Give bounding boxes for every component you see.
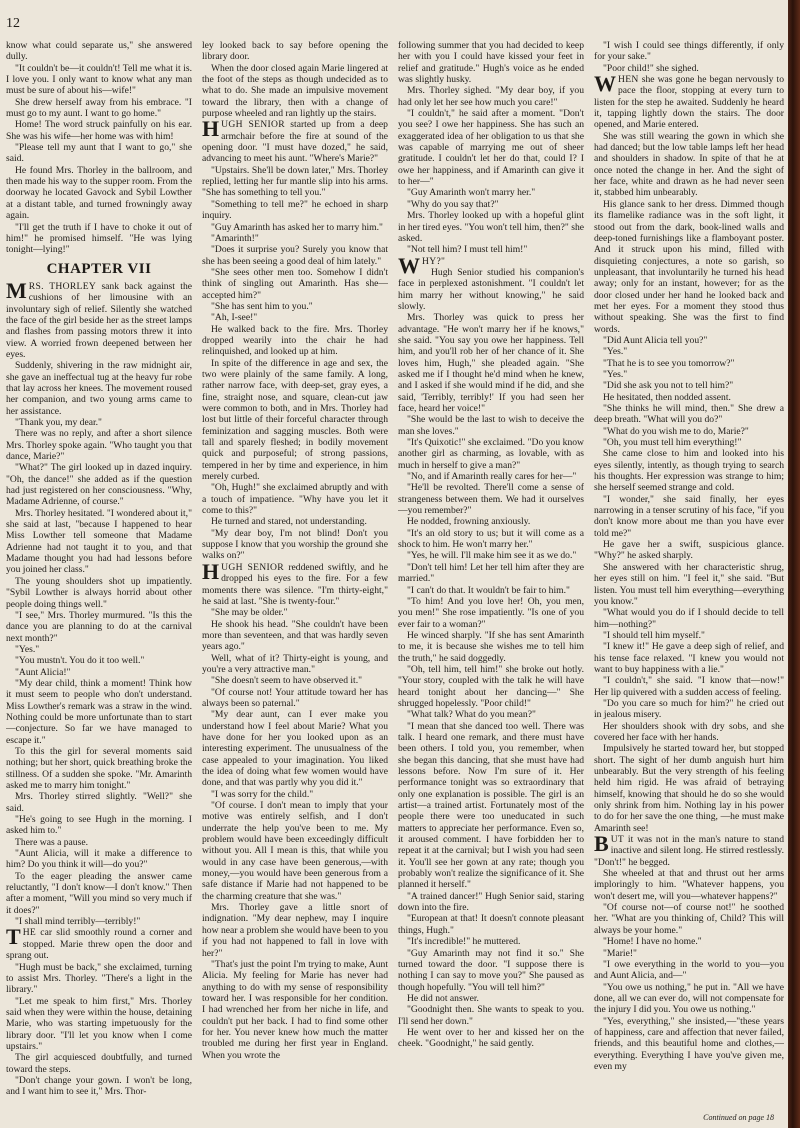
- paragraph-text: Home! The word struck painfully on his ear. She was his wife—her home was with him!: [6, 119, 192, 142]
- paragraph: [202, 301, 388, 312]
- continued-note: Continued on page 18: [703, 1113, 774, 1122]
- paragraph-text: Her shoulders shook with dry sobs, and she covered her face with her hands.: [594, 720, 784, 743]
- paragraph: [398, 244, 584, 255]
- paragraph: [202, 687, 388, 710]
- paragraph: [202, 558, 388, 607]
- paragraph: [202, 902, 388, 959]
- paragraph-text: "Not tell him? I must tell him!": [407, 244, 528, 256]
- paragraph-text: "Why do you say that?": [407, 198, 499, 210]
- paragraph: [594, 199, 784, 335]
- paragraph-text: "Upstairs. She'll be down later," Mrs. Thorley replied, letting her fur mantle slip into his arms. "She has something to tell you.": [202, 164, 388, 199]
- paragraph-text: "She doesn't seem to have observed it.": [211, 675, 363, 687]
- paragraph: [594, 982, 784, 1016]
- paragraph: [6, 746, 192, 791]
- text-column-1: [6, 40, 192, 1126]
- paragraph-text: "Poor child!" she sighed.: [603, 62, 699, 74]
- paragraph-text: "Oh, you must tell him everything!": [603, 437, 742, 449]
- paragraph-text: There was no reply, and after a short silence Mrs. Thorley spoke again. "Who taught you that dance, Marie?": [6, 428, 192, 463]
- paragraph-text: "Guy Amarinth may not find it so." She turned toward the door. "I suppose there is nothing I can say to move you?" She paused as though hopefully. "You will tell him?": [398, 947, 584, 993]
- paragraph: [594, 641, 784, 675]
- paragraph: [202, 789, 388, 800]
- paragraph: [594, 131, 784, 199]
- paragraph-text: "I can't do that. It wouldn't be fair to him.": [407, 584, 570, 596]
- paragraph-text: know what could separate us," she answered dully.: [6, 40, 192, 63]
- drop-cap: B: [594, 831, 609, 857]
- paragraph-text: "Goodnight then. She wants to speak to you. I'll send her down.": [398, 1004, 584, 1027]
- paragraph-text: "I'll get the truth if I have to choke it out of him!" he promised himself. "He was lying tonight—lying!": [6, 221, 192, 256]
- paragraph: [398, 913, 584, 936]
- paragraph-text: He nodded, frowning anxiously.: [407, 516, 531, 528]
- paragraph-text: Mrs. Thorley sighed. "My dear boy, if you had only let her see how much you care!": [398, 85, 584, 108]
- paragraph-text: Mrs. Thorley was quick to press her advantage. "He won't marry her if he knows," she said. "You say you owe her happiness. Tell him, and you'll rob her of her chance of it. She loves him, Hugh," she pleaded again. "She asked me if I thought he'd mind when he knew, and I asked if she would mind if he did, and she said, 'Terribly, terribly!' If you had seen her face, heard her voice!": [398, 312, 584, 414]
- paragraph: [398, 562, 584, 585]
- paragraph: [6, 165, 192, 222]
- paragraph: [6, 814, 192, 837]
- paragraph: [6, 222, 192, 256]
- paragraph-text: "You owe us nothing," he put in. "All we have done, all we can ever do, will not compensate for the injury I did you. You owe us nothing.": [594, 981, 784, 1016]
- paragraph-text: "Yes.": [603, 346, 628, 358]
- paragraph: [594, 607, 784, 630]
- paragraph: [398, 210, 584, 244]
- paragraph-text: She came close to him and looked into his eyes silently, intently, as though trying to search his thoughts. Her expression was strange to him; she herself seemed strange and cold.: [594, 448, 784, 494]
- paragraph: [202, 40, 388, 63]
- paragraph-text: "I couldn't," she said. "I know that—now!" Her lip quivered with a sudden access of feeling.: [594, 675, 784, 698]
- paragraph: [398, 199, 584, 210]
- paragraph: [202, 607, 388, 618]
- paragraph: [594, 437, 784, 448]
- paragraph-text: "I wonder," she said finally, her eyes narrowing in a tenser scrutiny of his face, "if you don't know more about me than you have ever told me?": [594, 493, 784, 539]
- paragraph-text: Mrs. Thorley looked up with a hopeful glint in her tired eyes. "You won't tell him, then?" she asked.: [398, 210, 584, 244]
- paragraph: [202, 165, 388, 199]
- paragraph-text: "I should tell him myself.": [603, 629, 705, 641]
- page-number: 12: [6, 16, 20, 31]
- paragraph: [594, 936, 784, 947]
- paragraph-text: "Aunt Alicia!": [15, 666, 71, 678]
- paragraph: [398, 721, 584, 891]
- paragraph-text: following summer that you had decided to keep her with you I could have kissed your feet in relief and gratitude." Hugh's voice as he ended was slightly husky.: [398, 40, 584, 86]
- drop-cap: T: [6, 924, 21, 950]
- paragraph-text: "Hugh must be back," she exclaimed, turning to assist Mrs. Thorley. "There's a light in the library.": [6, 961, 192, 996]
- paragraph-text: "He's going to see Hugh in the morning. I asked him to.": [6, 814, 192, 837]
- paragraph-text: "Yes.": [15, 643, 40, 655]
- paragraph-text: He hesitated, then nodded assent.: [603, 391, 731, 403]
- paragraph: [6, 1075, 192, 1098]
- paragraph-text: "Does it surprise you? Surely you know that she has been seeing a good deal of him lately.": [202, 244, 388, 267]
- paragraph: [594, 335, 784, 346]
- paragraph-text: Well, what of it? Thirty-eight is young, and you're a very attractive man.": [202, 652, 388, 675]
- paragraph: [202, 358, 388, 483]
- paragraph: [6, 462, 192, 507]
- paragraph-text: "What?" The girl looked up in dazed inquiry. "Oh, the dance!" she added as if the question had just registered on her consciousness. "Why, Madame Adrienne, of course.": [6, 462, 192, 508]
- paragraph-text: He shook his head. "She couldn't have been more than seventeen, and that was hardly seven years ago.": [202, 618, 388, 653]
- paragraph-text: Hugh Senior studied his companion's face in perplexed astonishment. "I couldn't let him marry her without knowing," he said slowly.: [398, 266, 584, 312]
- paragraph: [398, 528, 584, 551]
- paragraph: [594, 630, 784, 641]
- paragraph: [202, 116, 388, 165]
- page-edge-binding: [788, 0, 800, 1128]
- paragraph-text: "It's incredible!" he muttered.: [407, 936, 521, 948]
- paragraph-text: "It's Quixotic!" she exclaimed. "Do you know another girl as charming, as lovable, with as much in herself to give a man?": [398, 437, 584, 471]
- paragraph: [202, 244, 388, 267]
- paragraph-text: "I knew it!" He gave a deep sigh of relief, and his tense face relaxed. "I knew you would not want to buy happiness with a lie.": [594, 641, 784, 675]
- paragraph-text: she was gone he began nervously to pace the floor, stopping at every turn to listen for the step he awaited. Suddenly he heard it, tapping lightly down the stairs. The door opened, and Marie entered.: [594, 74, 784, 131]
- paragraph-text: "Please tell my aunt that I want to go," she said.: [6, 142, 192, 165]
- paragraph: [594, 392, 784, 403]
- paragraph-text: it was not in the man's nature to stand inactive and silent long. He stirred restlessly. "Don't!" he begged.: [594, 834, 784, 868]
- paragraph: [202, 619, 388, 653]
- paragraph: [594, 358, 784, 369]
- paragraph-text: ley looked back to say before opening the library door.: [202, 40, 388, 63]
- paragraph: [594, 831, 784, 868]
- small-caps-lead: UT: [610, 834, 625, 846]
- paragraph: [202, 709, 388, 788]
- paragraph-text: "Thank you, my dear.": [15, 417, 102, 428]
- paragraph: [6, 119, 192, 142]
- paragraph: [6, 837, 192, 848]
- paragraph: [202, 267, 388, 301]
- paragraph-text: "She would be the last to wish to deceive the man she loves.": [398, 414, 584, 437]
- paragraph: [6, 916, 192, 927]
- paragraph-text: sank back against the cushions of her limousine with an involuntary sigh of relief. Silently she watched the face of the girl beside her as the street lamps and flashes from passing motors threw it into view. A worried frown deepened between her eyes.: [6, 280, 192, 360]
- paragraph: [398, 664, 584, 709]
- paragraph: [398, 891, 584, 914]
- paragraph: [398, 948, 584, 993]
- paragraph-text: "I mean that she danced too well. There was talk. I heard one remark, and there must have been others. I told you, you remember, when she began this dancing, that she must have had lessons before. Now I'm sure of it. Her performance tonight was so extraordinary that only one explanation is possible. The girl is an artist—a trained artist. Fortunately most of the people there were too uneducated in such matters to appreciate her performance. Even so, it aroused comment. I have forbidden her to repeat it at the carnival; but I wish you had seen it. You'll see her gown at any rate; though you probably won't realize the significance of it. She planned it herself.": [398, 720, 584, 891]
- paragraph: [398, 437, 584, 471]
- paragraph-text: Mrs. Thorley hesitated. "I wondered about it," she said at last, "because I happened to hear Miss Lowther tell someone that Madame Adrienne had not taught it to you, and that Madame thought you had had lessons before you joined her class.": [6, 507, 192, 576]
- drop-cap: W: [398, 252, 420, 278]
- paragraph-text: "To him! And you love her! Oh, you men, you men!" She rose impatiently. "Is one of you ever fair to a woman?": [398, 595, 584, 630]
- paragraph-text: To this the girl for several moments said nothing; but her short, quick breathing broke the stillness. Of a sudden she spoke. "Mr. Amarinth asked me to marry him tonight.": [6, 745, 192, 791]
- paragraph-text: He went over to her and kissed her on the cheek. "Goodnight," he said gently.: [398, 1026, 584, 1050]
- paragraph-text: When the door closed again Marie lingered at the foot of the steps as though undecided as to what to do. She made an impulsive movement toward the library, then with a change of purpose wheeled and ran lightly up the stairs.: [202, 62, 388, 120]
- paragraph: [594, 448, 784, 493]
- paragraph: [594, 40, 784, 63]
- paragraph-text: She wheeled at that and thrust out her arms imploringly to him. "Whatever happens, you won't desert me, will you—whatever happens?": [594, 868, 784, 902]
- small-caps-lead: HY?": [422, 255, 446, 267]
- paragraph-text: To the eager pleading the answer came reluctantly, "I don't know—I don't know." Then after a moment, "Will you mind so very much if it does?": [6, 870, 192, 916]
- paragraph-text: "I was sorry for the child.": [211, 788, 314, 800]
- paragraph-text: "Yes, everything," she insisted,—"these years of happiness, care and affection that never failed, friends, and this beautiful home and clothes,—everything. Everything I have you've given me, even my: [594, 1015, 784, 1072]
- paragraph: [594, 403, 784, 426]
- paragraph: [6, 97, 192, 120]
- paragraph-text: The girl acquiesced doubtfully, and turned toward the steps.: [6, 1052, 192, 1075]
- paragraph: [398, 471, 584, 482]
- paragraph-text: Mrs. Thorley gave a little snort of indignation. "My dear nephew, may I inquire how near a problem she would have been to you if you had not happened to fall in love with her?": [202, 902, 388, 959]
- paragraph: [398, 1004, 584, 1027]
- paragraph: [202, 324, 388, 358]
- paragraph-text: "It's an old story to us; but it will come as a shock to him. He won't marry her.": [398, 527, 584, 551]
- paragraph-text: "Let me speak to him first," Mrs. Thorley said when they were within the house, detaining Marie, who was starting impetuously for the library door. "I'll let you know when I come upstairs.": [6, 995, 192, 1052]
- paragraph: [398, 252, 584, 278]
- paragraph: [398, 40, 584, 85]
- paragraph: [594, 71, 784, 131]
- paragraph-text: "Something to tell me?" he echoed in sharp inquiry.: [202, 198, 388, 222]
- paragraph: [202, 800, 388, 902]
- paragraph-text: "I see," Mrs. Thorley murmured. "Is this the dance you are planning to do at the carnival next month?": [6, 609, 192, 644]
- paragraph: [398, 108, 584, 187]
- paragraph-text: He found Mrs. Thorley in the ballroom, and then made his way to the supper room. From the doorway he located Gavock and Sybil Lowther at a distant table, and turned frowningly away again.: [6, 164, 192, 222]
- paragraph: [6, 1052, 192, 1075]
- paragraph-text: "Of course not! Your attitude toward her has always been so paternal.": [202, 686, 388, 709]
- paragraph-text: "Ah, I-see!": [211, 312, 258, 324]
- paragraph: [398, 550, 584, 561]
- paragraph: [594, 1016, 784, 1073]
- paragraph: [594, 63, 784, 74]
- paragraph: [594, 380, 784, 391]
- small-caps-lead: UGH SENIOR: [221, 561, 284, 573]
- paragraph: [398, 187, 584, 198]
- paragraph: [6, 924, 192, 962]
- paragraph-text: She was still wearing the gown in which she had danced; but the low table lamps left her head and shoulders in shadow. In spite of that he at once noted the change in her. And the sight of her face, white and drawn as he had never seen it, stabbed him unbearably.: [594, 130, 784, 199]
- paragraph: [398, 414, 584, 437]
- paragraph: [398, 1027, 584, 1050]
- paragraph-text: "She may be older.": [211, 607, 288, 619]
- paragraph-text: The young shoulders shot up impatiently. "Sybil Lowther is always horrid about other people doing things well.": [6, 575, 192, 610]
- text-column-3: [398, 40, 584, 1126]
- text-column-4: [594, 40, 784, 1126]
- paragraph: [398, 85, 584, 108]
- paragraph: [594, 743, 784, 834]
- paragraph: [202, 482, 388, 516]
- paragraph-text: "What talk? What do you mean?": [407, 709, 536, 721]
- paragraph-text: "Guy Amarinth won't marry her.": [407, 187, 536, 199]
- paragraph-text: He gave her a swift, suspicious glance. "Why?" he asked sharply.: [594, 539, 784, 562]
- paragraph-text: "Yes, he will. I'll make him see it as we do.": [407, 550, 577, 562]
- paragraph: [6, 962, 192, 996]
- paragraph-text: He walked back to the fire. Mrs. Thorley dropped wearily into the chair he had relinquished, and looked up at him.: [202, 323, 388, 358]
- paragraph: [398, 596, 584, 630]
- small-caps-lead: HEN: [618, 74, 639, 86]
- paragraph-text: "My dear boy, I'm not blind! Don't you suppose I know that you worship the ground she walks on?": [202, 527, 388, 562]
- paragraph: [6, 428, 192, 462]
- paragraph-text: "What would you do if I should decide to tell him—nothing?": [594, 607, 784, 630]
- paragraph: [6, 871, 192, 916]
- paragraph-text: In spite of the difference in age and sex, the two were plainly of the same family. A long, rather narrow face, with deep-set, gray eyes, a fine, straight nose, and square, clean-cut jaw were common to both, and in Mrs. Thorley had lost but little of their forceful character through feminization and sagging muscles. Both were tall and sparely fleshed; in bodily movement quick and purposeful; of strong passions, tempered in her by time and experience, in him merely curbed.: [202, 357, 388, 483]
- paragraph: [6, 142, 192, 165]
- paragraph: [202, 199, 388, 222]
- paragraph: [594, 562, 784, 607]
- paragraph-text: "Of course. I don't mean to imply that your motive was entirely selfish, and I don't underrate the help you've been to me. My problem would have been exceedingly difficult without you. All I mean is this, that while you would in any case have been generous,—with money,—you would have been generous from a safe distance if Marie had not happened to be the charming creature that she was.": [202, 800, 388, 902]
- paragraph: [594, 346, 784, 357]
- paragraph-text: "Marie!": [603, 947, 637, 959]
- paragraph-text: She drew herself away from his embrace. "I must go to my aunt. I want to go home.": [6, 96, 192, 120]
- paragraph: [6, 610, 192, 644]
- paragraph: [6, 655, 192, 666]
- paragraph-text: "Do you care so much for him?" he cried out in jealous misery.: [594, 697, 784, 721]
- text-column-2: [202, 40, 388, 1126]
- paragraph-text: "I owe everything in the world to you—you and Aunt Alicia, and—": [594, 958, 784, 982]
- paragraph-text: There was a pause.: [15, 836, 88, 848]
- paragraph: [6, 576, 192, 610]
- paragraph-text: reddened swiftly, and he dropped his eyes to the fire. For a few moments there was silence. "I'm thirty-eight," he said at last. "She is twenty-four.": [202, 561, 388, 607]
- paragraph-text: "Did Aunt Alicia tell you?": [603, 334, 708, 346]
- paragraph-text: "Aunt Alicia, will it make a difference to him? Do you think it will—do you?": [6, 848, 192, 871]
- paragraph: [594, 948, 784, 959]
- paragraph: [202, 528, 388, 562]
- paragraph-text: "European at that! It doesn't connote pleasant things, Hugh.": [398, 913, 584, 936]
- paragraph-text: started up from a deep armchair before the fire at sound of the opening door. "I must have dozed," he said, advancing to meet his aunt. "Where's Marie?": [202, 119, 388, 165]
- drop-cap: H: [202, 116, 220, 142]
- paragraph: [594, 426, 784, 437]
- paragraph: [594, 959, 784, 982]
- paragraph-text: His glance sank to her dress. Dimmed though its flamelike radiance was in the soft light, it stood out from the dark, book-lined walls and deep-toned furnishings like a flamboyant poster. And it struck upon his mind, filled with disquieting conjectures, a note so garish, so unpleasant, that involuntarily he turned his head away; only for an instant, however; for as the door closed under her hand he looked back and met her eyes. For a moment they stood thus without speaking. She was the first to find words.: [594, 198, 784, 335]
- paragraph: [398, 516, 584, 527]
- paragraph-text: Impulsively he started toward her, but stopped short. The sight of her dumb anguish hurt him unbearably. But the very strength of his feeling held him rigid. He was afraid of betraying himself, knowing that should he do so she would only shrink from him. Nothing lay in his power to do for her save the one thing, —he must make Amarinth see!: [594, 743, 784, 834]
- paragraph: [202, 675, 388, 686]
- paragraph-text: "Did she ask you not to tell him?": [603, 380, 734, 392]
- paragraph-text: car slid smoothly round a corner and stopped. Marie threw open the door and sprang out.: [6, 927, 192, 962]
- paragraph-text: "I wish I could see things differently, if only for your sake.": [594, 40, 784, 63]
- drop-cap: M: [6, 277, 27, 303]
- paragraph-text: "That he is to see you tomorrow?": [603, 357, 735, 369]
- paragraph-text: "You mustn't. You do it too well.": [15, 655, 145, 667]
- paragraph-text: "Home! I have no home.": [603, 936, 702, 948]
- chapter-heading: CHAPTER VII: [46, 260, 152, 277]
- small-caps-lead: RS. THORLEY: [28, 280, 97, 292]
- paragraph-text: "She sees other men too. Somehow I didn't think of singling out Amarinth. Has she—accepted him?": [202, 266, 388, 301]
- paragraph: [594, 675, 784, 698]
- drop-cap: H: [202, 558, 220, 584]
- paragraph-text: "I couldn't," he said after a moment. "Don't you see? I owe her happiness. She has such an exaggerated idea of her obligation to us that she was capable of marrying me out of sheer gratitude. I couldn't let her do that, could I? I owe her happiness, and if Amarinth can give it to her—": [398, 108, 584, 188]
- paragraph: [6, 63, 192, 97]
- paragraph: [594, 494, 784, 539]
- paragraph: [398, 630, 584, 664]
- paragraph-text: "She has sent him to you.": [211, 300, 313, 312]
- paragraph: [202, 516, 388, 527]
- paragraph-text: "Don't change your gown. I won't be long, and I want him to see it," Mrs. Thor-: [6, 1074, 192, 1098]
- paragraph-text: "No, and if Amarinth really cares for her—": [407, 471, 577, 483]
- paragraph: [594, 539, 784, 562]
- paragraph-text: "She thinks he will mind, then." She drew a deep breath. "What will you do?": [594, 403, 784, 426]
- paragraph: [398, 267, 584, 312]
- paragraph: [202, 63, 388, 120]
- paragraph: [6, 678, 192, 746]
- paragraph-text: "Oh, Hugh!" she exclaimed abruptly and with a touch of impatience. "Why have you let it come to this?": [202, 482, 388, 517]
- paragraph-text: "Don't tell him! Let her tell him after they are married.": [398, 561, 584, 585]
- paragraph: [6, 508, 192, 576]
- paragraph: [594, 868, 784, 902]
- paragraph: [6, 848, 192, 871]
- paragraph-text: "Amarinth!": [211, 232, 259, 244]
- paragraph-text: He did not answer.: [407, 992, 479, 1004]
- paragraph-text: He turned and stared, not understanding.: [211, 516, 367, 528]
- paragraph: [202, 233, 388, 244]
- paragraph: [594, 721, 784, 744]
- paragraph-text: "My dear aunt, can I ever make you understand how I feel about Marie? What you have done for her you looked upon as an interesting experiment. The unusualness of the case appealed to your imagination. You liked the idea of doing what few women would have done, and that was partly why you did it.": [202, 709, 388, 789]
- paragraph-text: "Of course not—of course not!" he soothed her. "What are you thinking of, Child? This will always be your home.": [594, 902, 784, 936]
- paragraph: [594, 698, 784, 721]
- paragraph-text: "That's just the point I'm trying to make, Aunt Alicia. My feeling for Marie has never had anything to do with my sense of responsibility toward her. I was responsible for her condition. I had wrenched her from her niche in life, and couldn't put her back. I had to find some other for her. You never knew how much the matter troubled me during her first year in England. When you wrote the: [202, 958, 388, 1061]
- paragraph: [398, 993, 584, 1004]
- paragraph: [398, 482, 584, 516]
- paragraph: [6, 791, 192, 814]
- small-caps-lead: HE: [22, 927, 37, 939]
- paragraph: [6, 644, 192, 655]
- paragraph: [202, 959, 388, 1061]
- paragraph-text: "He'll be revolted. There'll come a sense of strangeness between them. We had it ourselves—you remember?": [398, 482, 584, 517]
- paragraph: [398, 936, 584, 947]
- paragraph-text: "Yes.": [603, 368, 628, 380]
- paragraph: [6, 417, 192, 428]
- paragraph: [202, 222, 388, 233]
- paragraph-text: Suddenly, shivering in the raw midnight air, she gave an ineffectual tug at the heavy fur robe that lay across her knees. The movement roused her companion, and two young arms came to her assistance.: [6, 360, 192, 417]
- paragraph: [6, 360, 192, 417]
- paragraph-text: She answered with her characteristic shrug, her eyes still on him. "I feel it," she said. "But listen. You must tell him everything—everything you know.": [594, 561, 784, 607]
- paragraph: [398, 709, 584, 720]
- paragraph-text: "I shall mind terribly—terribly!": [15, 916, 141, 928]
- paragraph: [594, 369, 784, 380]
- drop-cap: W: [594, 71, 616, 97]
- paragraph: [202, 312, 388, 323]
- paragraph: [6, 277, 192, 360]
- paragraph-text: He winced sharply. "If she has sent Amarinth to me, it is because she wishes me to tell him the truth," he said doggedly.: [398, 629, 584, 664]
- paragraph: [6, 996, 192, 1053]
- paragraph: [594, 902, 784, 936]
- paragraph-text: "A trained dancer!" Hugh Senior said, staring down into the fire.: [398, 890, 584, 914]
- paragraph: [6, 667, 192, 678]
- small-caps-lead: UGH SENIOR: [221, 119, 285, 131]
- paragraph: [398, 585, 584, 596]
- paragraph-text: Mrs. Thorley stirred slightly. "Well?" she said.: [6, 791, 192, 814]
- paragraph-text: "Guy Amarinth has asked her to marry him.": [211, 221, 383, 233]
- paragraph: [398, 312, 584, 414]
- paragraph: [202, 653, 388, 676]
- paragraph-text: "It couldn't be—it couldn't! Tell me what it is. I love you. I only want to know what any man must be sure of about his—wife!": [6, 62, 192, 97]
- paragraph: [6, 40, 192, 63]
- paragraph-text: "Oh, tell him, tell him!" she broke out hotly. "Your story, coupled with the talk he will have heard tonight about her dancing—" She shrugged hopelessly. "Poor child!": [398, 663, 584, 709]
- paragraph-text: "What do you wish me to do, Marie?": [603, 425, 749, 437]
- paragraph-text: "My dear child, think a moment! Think how it must seem to people who don't understand. Miss Lowther's remark was a straw in the wind. Nothing could be more unfortunate than to start—conjecture. So far we have managed to escape it.": [6, 677, 192, 746]
